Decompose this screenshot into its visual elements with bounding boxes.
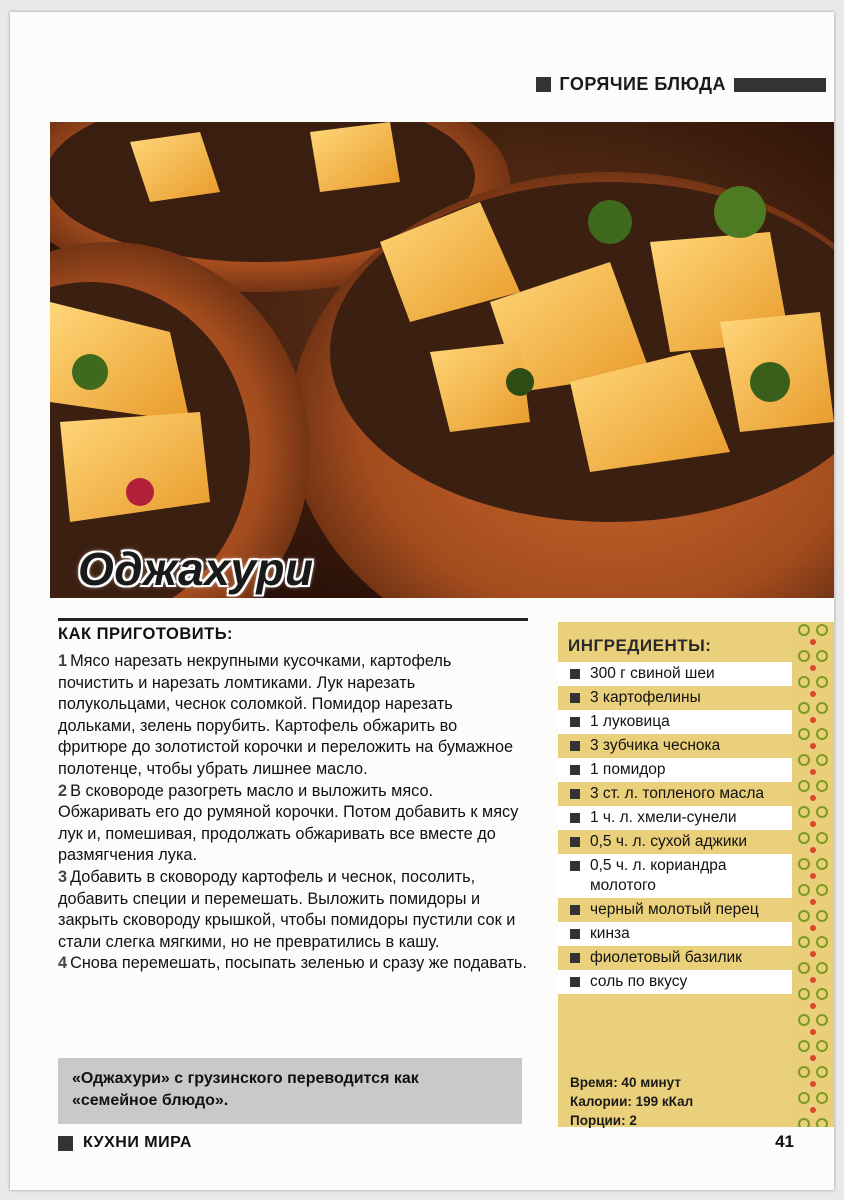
bullet-icon xyxy=(570,693,580,703)
ingredient-item xyxy=(558,758,792,782)
ingredient-text: кинза xyxy=(590,925,630,942)
ingredient-item xyxy=(558,922,792,946)
recipe-meta xyxy=(570,1074,800,1131)
ingredient-item xyxy=(558,970,792,994)
magazine-page xyxy=(10,12,834,1190)
footer-label: КУХНИ МИРА xyxy=(83,1134,192,1151)
ingredient-text: 3 зубчика чеснока xyxy=(590,737,721,754)
bullet-icon xyxy=(570,813,580,823)
ingredient-text: соль по вкусу xyxy=(590,973,688,990)
ingredient-text: черный молотый перец xyxy=(590,901,759,918)
ingredient-item xyxy=(558,806,792,830)
cooking-time: Время: 40 минут xyxy=(570,1075,681,1090)
ingredient-item xyxy=(558,710,792,734)
fact-note: «Оджахури» с грузинского переводится как «семейное блюдо». xyxy=(58,1058,522,1124)
instructions xyxy=(58,618,528,975)
step-item xyxy=(58,953,528,975)
step-text: В сковороде разогреть масло и выложить мясо. Обжаривать его до румяной корочки. Потом добавить к мясу лук и, помешивая, продолжать обжаривать все вместе до размягчения лука. xyxy=(58,781,519,865)
bullet-icon xyxy=(570,789,580,799)
ingredient-text: 0,5 ч. л. кориандра молотого xyxy=(590,857,727,894)
bullet-icon xyxy=(570,953,580,963)
section-label: ГОРЯЧИЕ БЛЮДА xyxy=(559,74,726,94)
ingredient-text: фиолетовый базилик xyxy=(590,949,742,966)
page-number: 41 xyxy=(775,1132,794,1151)
ingredient-text: 300 г свиной шеи xyxy=(590,665,715,682)
bullet-icon xyxy=(570,741,580,751)
bullet-icon xyxy=(570,717,580,727)
step-text: Мясо нарезать некрупными кусочками, картофель почистить и нарезать ломтиками. Лук нарезать полукольцами, чеснок соломкой. Помидор нарезать дольками, зелень порубить. Картофель обжарить во фритюре до золотистой корочки и переложить на бумажное полотенце, чтобы убрать лишнее масло. xyxy=(58,652,514,778)
ingredient-text: 1 помидор xyxy=(590,761,666,778)
step-item xyxy=(58,781,528,867)
footer xyxy=(58,1134,798,1152)
portions: Порции: 2 xyxy=(570,1113,637,1128)
ingredient-text: 3 ст. л. топленого масла xyxy=(590,785,765,802)
bullet-icon xyxy=(570,905,580,915)
step-number: 3 xyxy=(58,867,68,886)
ingredient-text: 1 луковица xyxy=(590,713,670,730)
ingredients-heading: ИНГРЕДИЕНТЫ: xyxy=(568,636,712,655)
ingredient-text: 3 картофелины xyxy=(590,689,701,706)
ornament-border xyxy=(792,622,834,1127)
section-header xyxy=(536,74,826,95)
step-item xyxy=(58,651,528,781)
footer-square-icon xyxy=(58,1136,73,1151)
ingredient-item xyxy=(558,782,792,806)
ingredient-item xyxy=(558,734,792,758)
ingredient-item xyxy=(558,898,792,922)
step-text: Добавить в сковороду картофель и чеснок, посолить, добавить специи и перемешать. Выложить помидоры и закрыть сковороду крышкой, чтобы помидоры пустили сок и стали слегка мягкими, но не превратились в кашу. xyxy=(58,867,516,951)
ingredient-item xyxy=(558,854,792,898)
bullet-icon xyxy=(570,929,580,939)
ingredient-text: 0,5 ч. л. сухой аджики xyxy=(590,833,747,850)
step-item xyxy=(58,867,528,953)
calories: Калории: 199 кКал xyxy=(570,1094,694,1109)
step-number: 2 xyxy=(58,781,68,800)
bullet-icon xyxy=(570,977,580,987)
step-number: 4 xyxy=(58,954,68,973)
bullet-icon xyxy=(570,861,580,871)
steps-list xyxy=(58,651,528,975)
ingredient-item xyxy=(558,946,792,970)
hero-photo xyxy=(50,122,834,598)
bullet-icon xyxy=(570,669,580,679)
ingredients-list xyxy=(558,662,792,994)
dish-photo-illustration xyxy=(50,122,834,598)
step-number: 1 xyxy=(58,652,68,670)
ingredients-panel xyxy=(558,622,834,1127)
instructions-heading: КАК ПРИГОТОВИТЬ: xyxy=(58,618,528,647)
section-bar xyxy=(734,78,826,92)
ingredient-item xyxy=(558,830,792,854)
section-square-icon xyxy=(536,77,551,92)
ingredient-item xyxy=(558,662,792,686)
step-text: Снова перемешать, посыпать зеленью и сразу же подавать. xyxy=(70,954,527,973)
ingredient-text: 1 ч. л. хмели-сунели xyxy=(590,809,737,826)
bullet-icon xyxy=(570,765,580,775)
bullet-icon xyxy=(570,837,580,847)
ingredient-item xyxy=(558,686,792,710)
recipe-title: Оджахури xyxy=(78,543,314,595)
